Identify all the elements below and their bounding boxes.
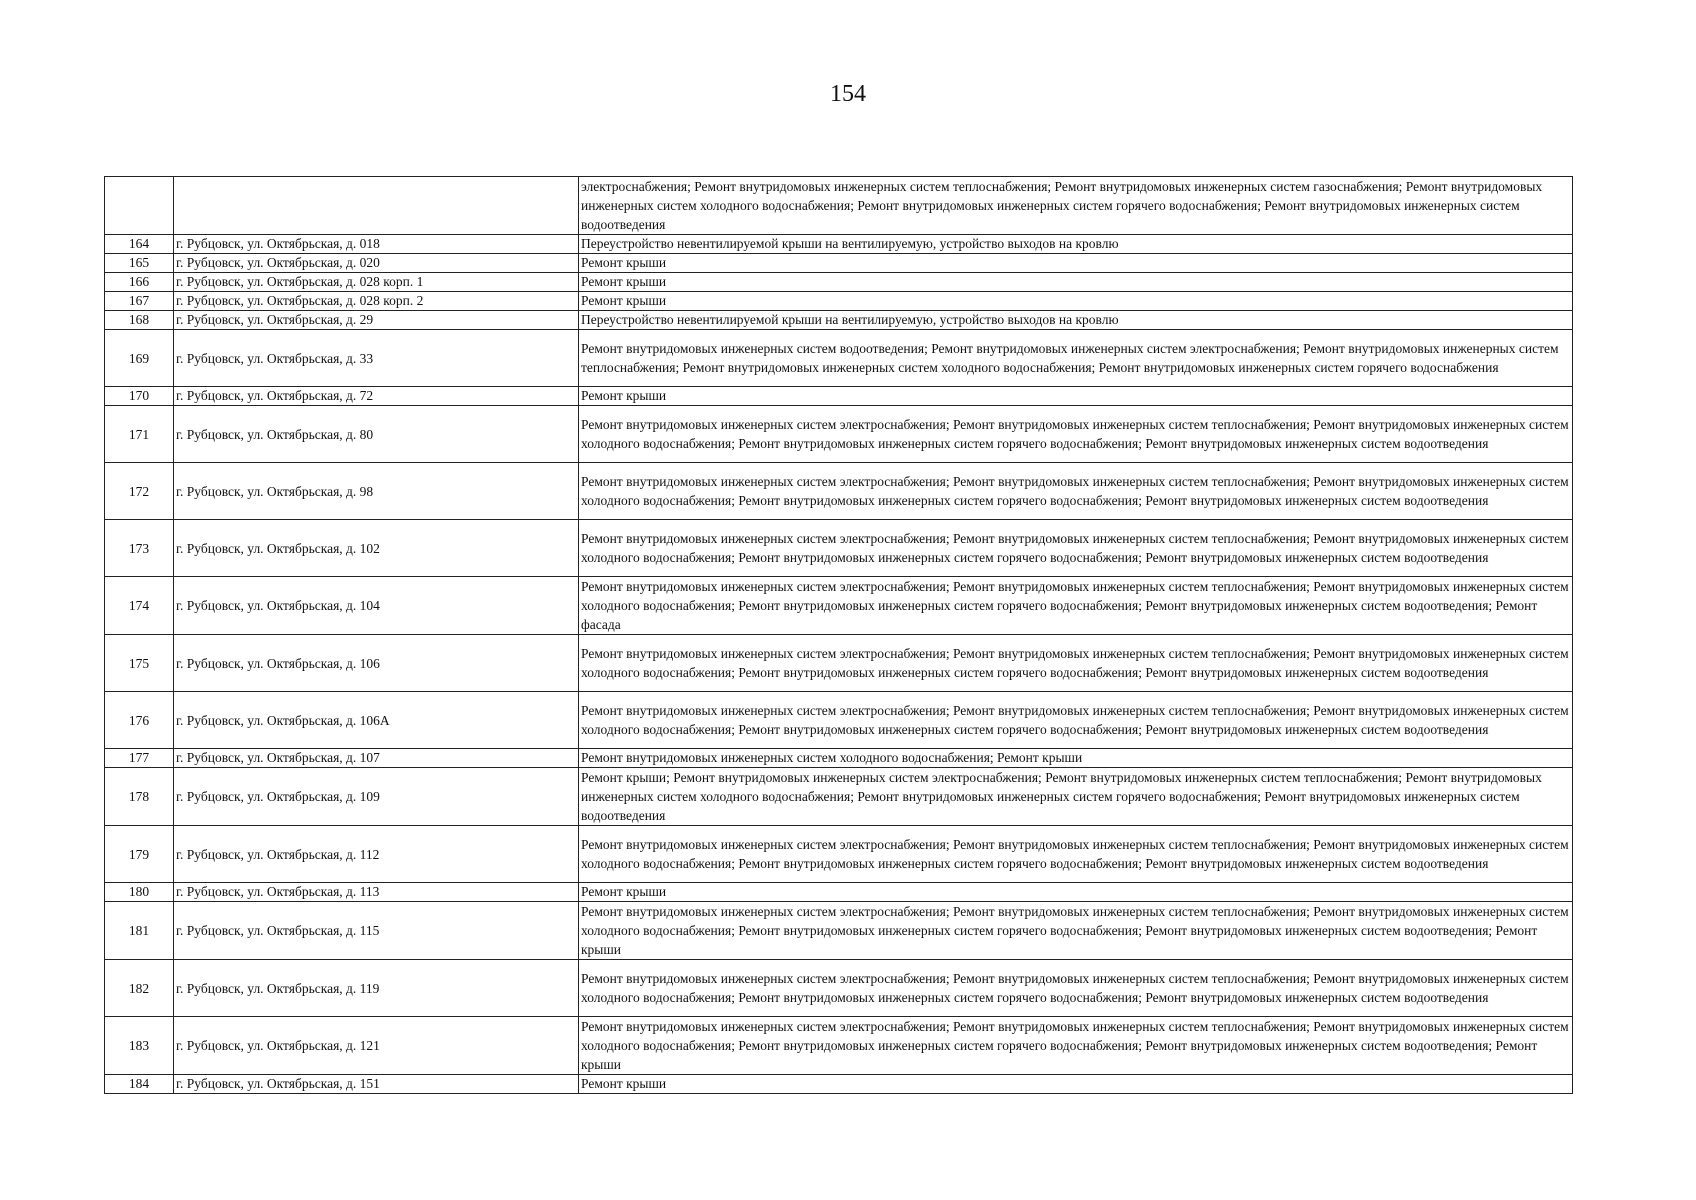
row-number: 175 — [105, 635, 174, 692]
repair-table-container — [104, 176, 1572, 1094]
row-address: г. Рубцовск, ул. Октябрьская, д. 98 — [174, 463, 579, 520]
row-work: Ремонт внутридомовых инженерных систем электроснабжения; Ремонт внутридомовых инженерных систем теплоснабжения; Ремонт внутридомовых инженерных систем холодного водоснабжения; Ремонт внутридомовых инженерных систем горячего водоснабжения; Ремонт внутридомовых инженерных систем водоотведения — [579, 692, 1573, 749]
row-number: 164 — [105, 235, 174, 254]
table-row — [105, 254, 1573, 273]
table-row — [105, 749, 1573, 768]
row-address: г. Рубцовск, ул. Октябрьская, д. 104 — [174, 577, 579, 635]
row-number: 179 — [105, 826, 174, 883]
row-work: Ремонт крыши — [579, 254, 1573, 273]
row-work: Ремонт внутридомовых инженерных систем холодного водоснабжения; Ремонт крыши — [579, 749, 1573, 768]
row-work: Ремонт внутридомовых инженерных систем водоотведения; Ремонт внутридомовых инженерных систем электроснабжения; Ремонт внутридомовых инженерных систем теплоснабжения; Ремонт внутридомовых инженерных систем холодного водоснабжения; Ремонт внутридомовых инженерных систем горячего водоснабжения — [579, 330, 1573, 387]
row-address: г. Рубцовск, ул. Октябрьская, д. 112 — [174, 826, 579, 883]
table-row — [105, 1017, 1573, 1075]
row-address: г. Рубцовск, ул. Октябрьская, д. 106 — [174, 635, 579, 692]
row-address: г. Рубцовск, ул. Октябрьская, д. 020 — [174, 254, 579, 273]
repair-table — [104, 176, 1573, 1094]
row-work: Ремонт крыши — [579, 883, 1573, 902]
table-row — [105, 330, 1573, 387]
table-row — [105, 960, 1573, 1017]
row-work: Ремонт внутридомовых инженерных систем электроснабжения; Ремонт внутридомовых инженерных систем теплоснабжения; Ремонт внутридомовых инженерных систем холодного водоснабжения; Ремонт внутридомовых инженерных систем горячего водоснабжения; Ремонт внутридомовых инженерных систем водоотведения — [579, 826, 1573, 883]
row-work: Ремонт крыши — [579, 273, 1573, 292]
row-number — [105, 177, 174, 235]
row-number: 178 — [105, 768, 174, 826]
table-row — [105, 635, 1573, 692]
table-row — [105, 826, 1573, 883]
table-row — [105, 883, 1573, 902]
table-row — [105, 387, 1573, 406]
row-address: г. Рубцовск, ул. Октябрьская, д. 018 — [174, 235, 579, 254]
row-work: Переустройство невентилируемой крыши на вентилируемую, устройство выходов на кровлю — [579, 235, 1573, 254]
row-number: 167 — [105, 292, 174, 311]
row-address: г. Рубцовск, ул. Октябрьская, д. 72 — [174, 387, 579, 406]
row-number: 182 — [105, 960, 174, 1017]
row-number: 177 — [105, 749, 174, 768]
row-work: Ремонт внутридомовых инженерных систем электроснабжения; Ремонт внутридомовых инженерных систем теплоснабжения; Ремонт внутридомовых инженерных систем холодного водоснабжения; Ремонт внутридомовых инженерных систем горячего водоснабжения; Ремонт внутридомовых инженерных систем водоотведения — [579, 520, 1573, 577]
row-work: Ремонт внутридомовых инженерных систем электроснабжения; Ремонт внутридомовых инженерных систем теплоснабжения; Ремонт внутридомовых инженерных систем холодного водоснабжения; Ремонт внутридомовых инженерных систем горячего водоснабжения; Ремонт внутридомовых инженерных систем водоотведения — [579, 635, 1573, 692]
table-row — [105, 273, 1573, 292]
row-address: г. Рубцовск, ул. Октябрьская, д. 106А — [174, 692, 579, 749]
row-number: 181 — [105, 902, 174, 960]
row-address: г. Рубцовск, ул. Октябрьская, д. 102 — [174, 520, 579, 577]
row-address: г. Рубцовск, ул. Октябрьская, д. 29 — [174, 311, 579, 330]
row-address: г. Рубцовск, ул. Октябрьская, д. 109 — [174, 768, 579, 826]
table-row — [105, 311, 1573, 330]
row-work: электроснабжения; Ремонт внутридомовых инженерных систем теплоснабжения; Ремонт внутридомовых инженерных систем газоснабжения; Ремонт внутридомовых инженерных систем холодного водоснабжения; Ремонт внутридомовых инженерных систем горячего водоснабжения; Ремонт внутридомовых инженерных систем водоотведения — [579, 177, 1573, 235]
row-address: г. Рубцовск, ул. Октябрьская, д. 107 — [174, 749, 579, 768]
table-row — [105, 520, 1573, 577]
row-number: 168 — [105, 311, 174, 330]
table-row — [105, 177, 1573, 235]
row-work: Ремонт внутридомовых инженерных систем электроснабжения; Ремонт внутридомовых инженерных систем теплоснабжения; Ремонт внутридомовых инженерных систем холодного водоснабжения; Ремонт внутридомовых инженерных систем горячего водоснабжения; Ремонт внутридомовых инженерных систем водоотведения — [579, 960, 1573, 1017]
row-work: Ремонт внутридомовых инженерных систем электроснабжения; Ремонт внутридомовых инженерных систем теплоснабжения; Ремонт внутридомовых инженерных систем холодного водоснабжения; Ремонт внутридомовых инженерных систем горячего водоснабжения; Ремонт внутридомовых инженерных систем водоотведения; Ремонт крыши — [579, 902, 1573, 960]
row-address: г. Рубцовск, ул. Октябрьская, д. 115 — [174, 902, 579, 960]
row-address — [174, 177, 579, 235]
row-address: г. Рубцовск, ул. Октябрьская, д. 151 — [174, 1075, 579, 1094]
row-work: Ремонт внутридомовых инженерных систем электроснабжения; Ремонт внутридомовых инженерных систем теплоснабжения; Ремонт внутридомовых инженерных систем холодного водоснабжения; Ремонт внутридомовых инженерных систем горячего водоснабжения; Ремонт внутридомовых инженерных систем водоотведения — [579, 406, 1573, 463]
row-number: 180 — [105, 883, 174, 902]
table-row — [105, 692, 1573, 749]
table-row — [105, 463, 1573, 520]
row-work: Ремонт внутридомовых инженерных систем электроснабжения; Ремонт внутридомовых инженерных систем теплоснабжения; Ремонт внутридомовых инженерных систем холодного водоснабжения; Ремонт внутридомовых инженерных систем горячего водоснабжения; Ремонт внутридомовых инженерных систем водоотведения; Ремонт крыши — [579, 1017, 1573, 1075]
row-address: г. Рубцовск, ул. Октябрьская, д. 119 — [174, 960, 579, 1017]
row-number: 172 — [105, 463, 174, 520]
row-work: Ремонт внутридомовых инженерных систем электроснабжения; Ремонт внутридомовых инженерных систем теплоснабжения; Ремонт внутридомовых инженерных систем холодного водоснабжения; Ремонт внутридомовых инженерных систем горячего водоснабжения; Ремонт внутридомовых инженерных систем водоотведения — [579, 463, 1573, 520]
repair-table-body — [105, 177, 1573, 1094]
row-address: г. Рубцовск, ул. Октябрьская, д. 121 — [174, 1017, 579, 1075]
table-row — [105, 577, 1573, 635]
row-address: г. Рубцовск, ул. Октябрьская, д. 33 — [174, 330, 579, 387]
page-number: 154 — [830, 81, 866, 107]
row-number: 184 — [105, 1075, 174, 1094]
row-number: 176 — [105, 692, 174, 749]
row-work: Ремонт внутридомовых инженерных систем электроснабжения; Ремонт внутридомовых инженерных систем теплоснабжения; Ремонт внутридомовых инженерных систем холодного водоснабжения; Ремонт внутридомовых инженерных систем горячего водоснабжения; Ремонт внутридомовых инженерных систем водоотведения; Ремонт фасада — [579, 577, 1573, 635]
table-row — [105, 235, 1573, 254]
row-number: 166 — [105, 273, 174, 292]
table-row — [105, 292, 1573, 311]
table-row — [105, 1075, 1573, 1094]
row-number: 173 — [105, 520, 174, 577]
row-number: 183 — [105, 1017, 174, 1075]
row-number: 174 — [105, 577, 174, 635]
row-work: Ремонт крыши — [579, 292, 1573, 311]
row-work: Ремонт крыши — [579, 1075, 1573, 1094]
row-number: 169 — [105, 330, 174, 387]
row-number: 165 — [105, 254, 174, 273]
row-address: г. Рубцовск, ул. Октябрьская, д. 80 — [174, 406, 579, 463]
table-row — [105, 902, 1573, 960]
row-work: Ремонт крыши; Ремонт внутридомовых инженерных систем электроснабжения; Ремонт внутридомовых инженерных систем теплоснабжения; Ремонт внутридомовых инженерных систем холодного водоснабжения; Ремонт внутридомовых инженерных систем горячего водоснабжения; Ремонт внутридомовых инженерных систем водоотведения — [579, 768, 1573, 826]
row-number: 171 — [105, 406, 174, 463]
row-address: г. Рубцовск, ул. Октябрьская, д. 028 корп. 1 — [174, 273, 579, 292]
row-address: г. Рубцовск, ул. Октябрьская, д. 028 корп. 2 — [174, 292, 579, 311]
table-row — [105, 768, 1573, 826]
row-address: г. Рубцовск, ул. Октябрьская, д. 113 — [174, 883, 579, 902]
row-number: 170 — [105, 387, 174, 406]
table-row — [105, 406, 1573, 463]
row-work: Переустройство невентилируемой крыши на вентилируемую, устройство выходов на кровлю — [579, 311, 1573, 330]
row-work: Ремонт крыши — [579, 387, 1573, 406]
